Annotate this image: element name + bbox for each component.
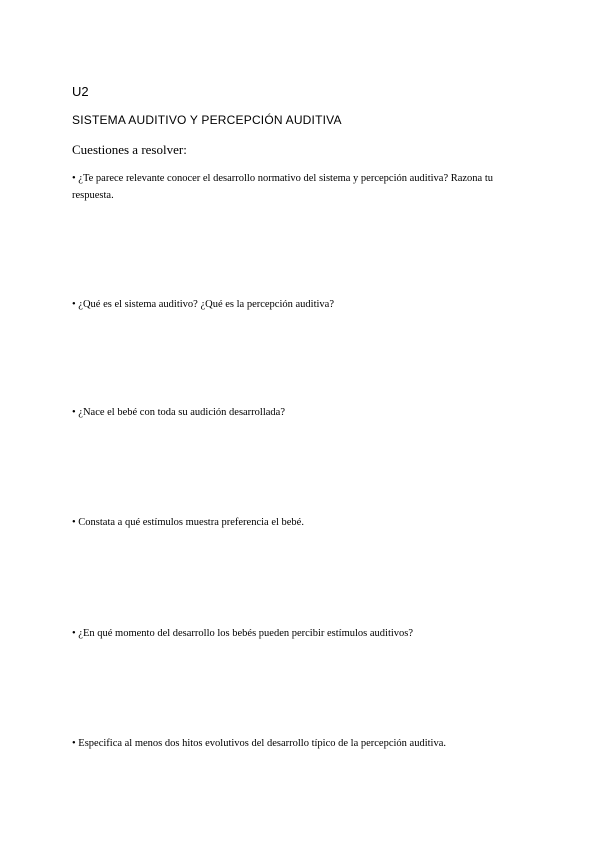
- question-5: • ¿En qué momento del desarrollo los bebés pueden percibir estímulos auditivos?: [72, 628, 414, 639]
- question-1: • ¿Te parece relevante conocer el desarrollo normativo del sistema y percepción auditiva? Razona tu respuesta.: [72, 173, 493, 201]
- question-3: • ¿Nace el bebé con toda su audición desarrollada?: [72, 407, 285, 418]
- question-6: • Especifica al menos dos hitos evolutivos del desarrollo típico de la percepción auditiva.: [72, 738, 446, 749]
- document-title: SISTEMA AUDITIVO Y PERCEPCIÓN AUDITIVA: [72, 113, 342, 127]
- unit-label: U2: [72, 84, 89, 99]
- question-4: • Constata a qué estímulos muestra preferencia el bebé.: [72, 517, 304, 528]
- question-2: • ¿Qué es el sistema auditivo? ¿Qué es la percepción auditiva?: [72, 299, 334, 310]
- section-subtitle: Cuestiones a resolver:: [72, 142, 187, 157]
